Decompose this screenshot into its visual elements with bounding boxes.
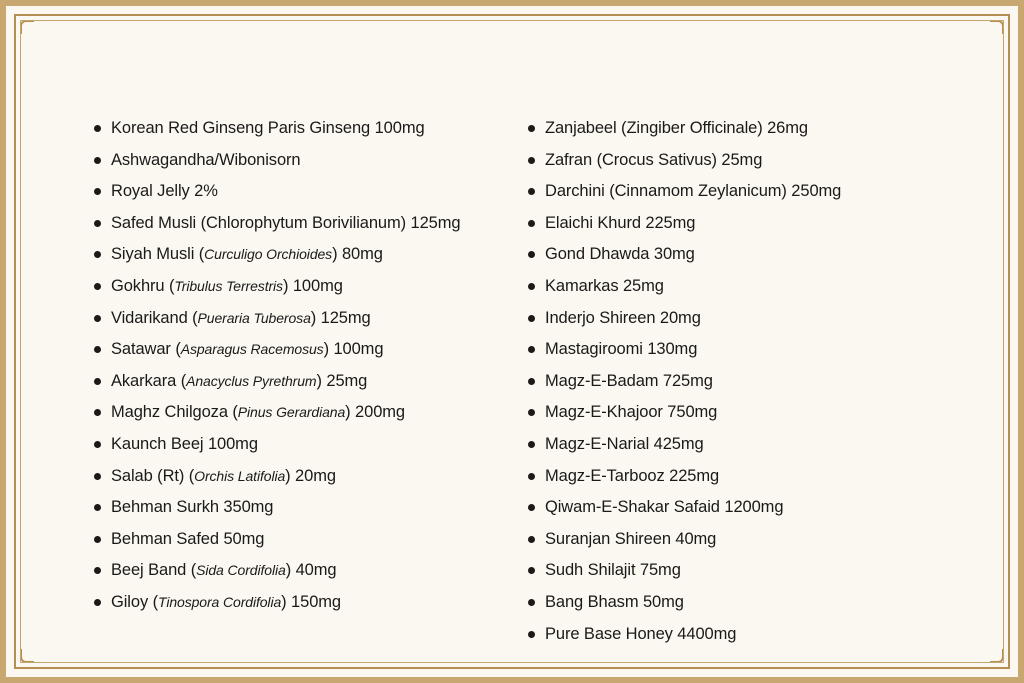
ingredient-item <box>528 176 841 208</box>
bullet-icon <box>528 536 535 543</box>
bullet-icon <box>528 251 535 258</box>
ingredient-item <box>528 271 841 303</box>
ingredient-text: Qiwam-E-Shakar Safaid 1200mg <box>545 498 784 517</box>
ingredient-item <box>94 334 460 366</box>
bullet-icon <box>94 473 101 480</box>
ingredient-dose: ) 25mg <box>316 371 368 390</box>
ingredient-item <box>94 492 460 524</box>
ingredient-item <box>94 397 460 429</box>
ingredient-text: Mastagiroomi 130mg <box>545 340 698 359</box>
bullet-icon <box>528 504 535 511</box>
bullet-icon <box>94 315 101 322</box>
ingredient-dose: ) 150mg <box>281 592 341 611</box>
ingredient-item <box>528 334 841 366</box>
ingredient-dose: ) 40mg <box>285 561 337 580</box>
ingredient-item <box>528 239 841 271</box>
bullet-icon <box>94 567 101 574</box>
ingredient-text: Behman Safed 50mg <box>111 529 265 548</box>
ingredient-item <box>94 429 460 461</box>
bullet-icon <box>528 125 535 132</box>
ingredient-item <box>94 524 460 556</box>
ingredient-botanical-name: Anacyclus Pyrethrum <box>186 372 317 389</box>
ingredient-text: Bang Bhasm 50mg <box>545 592 684 611</box>
ingredient-item <box>94 366 460 398</box>
ingredient-text: Suranjan Shireen 40mg <box>545 529 717 548</box>
ingredient-text: Akarkara ( <box>111 371 187 390</box>
ingredient-text: Darchini (Cinnamom Zeylanicum) 250mg <box>545 182 842 201</box>
ingredient-dose: ) 125mg <box>310 308 371 327</box>
ingredient-botanical-name: Asparagus Racemosus <box>180 341 324 358</box>
ingredient-botanical-name: Tinospora Cordifolia <box>157 593 282 610</box>
bullet-icon <box>94 441 101 448</box>
ingredient-item <box>528 555 841 587</box>
ingredient-botanical-name: Pinus Gerardiana <box>237 404 346 421</box>
ingredient-item <box>528 397 841 429</box>
ingredient-dose: ) 100mg <box>323 340 384 359</box>
ingredient-text: Beej Band ( <box>111 561 197 580</box>
ingredient-item <box>528 366 841 398</box>
ingredient-dose: ) 100mg <box>282 276 343 295</box>
bullet-icon <box>528 378 535 385</box>
ingredient-text: Inderjo Shireen 20mg <box>545 308 701 327</box>
bullet-icon <box>94 251 101 258</box>
ingredient-list-right <box>528 113 841 650</box>
ingredient-text: Elaichi Khurd 225mg <box>545 213 696 232</box>
ingredient-text: Zafran (Crocus Sativus) 25mg <box>545 150 763 169</box>
ingredient-item <box>528 492 841 524</box>
ingredient-text: Royal Jelly 2% <box>111 182 218 201</box>
ingredient-item <box>528 524 841 556</box>
bullet-icon <box>528 283 535 290</box>
ingredient-text: Salab (Rt) ( <box>111 466 195 485</box>
ingredient-text: Gond Dhawda 30mg <box>545 245 695 264</box>
ingredient-text: Magz-E-Tarbooz 225mg <box>545 466 720 485</box>
bullet-icon <box>528 441 535 448</box>
bullet-icon <box>528 220 535 227</box>
ingredient-text: Maghz Chilgoza ( <box>111 403 238 422</box>
ingredient-botanical-name: Orchis Latifolia <box>194 467 286 484</box>
ingredient-text: Gokhru ( <box>111 276 175 295</box>
bullet-icon <box>528 346 535 353</box>
bullet-icon <box>94 409 101 416</box>
ingredient-botanical-name: Curculigo Orchioides <box>204 246 333 263</box>
bullet-icon <box>528 599 535 606</box>
ingredient-text: Pure Base Honey 4400mg <box>545 624 737 643</box>
ingredient-dose: ) 200mg <box>345 403 405 422</box>
bullet-icon <box>94 188 101 195</box>
ingredient-item <box>528 461 841 493</box>
ingredient-item <box>528 587 841 619</box>
ingredient-botanical-name: Tribulus Terrestris <box>174 277 283 294</box>
ingredient-botanical-name: Pueraria Tuberosa <box>197 309 311 326</box>
ingredient-text: Magz-E-Khajoor 750mg <box>545 403 718 422</box>
ingredient-item <box>528 113 841 145</box>
ingredient-dose: ) 20mg <box>285 466 336 485</box>
ingredient-item <box>528 429 841 461</box>
bullet-icon <box>94 283 101 290</box>
ingredient-text: Satawar ( <box>111 340 181 359</box>
ingredient-item <box>94 271 460 303</box>
ingredient-item <box>94 239 460 271</box>
ingredient-text: Siyah Musli ( <box>111 245 205 264</box>
ingredient-item <box>528 619 841 651</box>
bullet-icon <box>528 409 535 416</box>
ingredient-dose: ) 80mg <box>332 245 383 264</box>
bullet-icon <box>94 504 101 511</box>
bullet-icon <box>94 599 101 606</box>
ingredient-text: Kamarkas 25mg <box>545 276 664 295</box>
ingredient-item <box>94 145 460 177</box>
ingredient-botanical-name: Sida Cordifolia <box>196 562 286 579</box>
bullet-icon <box>528 157 535 164</box>
bullet-icon <box>528 188 535 195</box>
bullet-icon <box>528 567 535 574</box>
ingredient-text: Vidarikand ( <box>111 308 198 327</box>
ingredient-item <box>528 208 841 240</box>
ingredient-item <box>94 208 460 240</box>
ingredient-list-left <box>94 113 460 619</box>
ingredient-text: Safed Musli (Chlorophytum Borivilianum) 125mg <box>111 213 461 232</box>
ingredient-text: Sudh Shilajit 75mg <box>545 561 681 580</box>
bullet-icon <box>528 473 535 480</box>
ingredient-item <box>94 113 460 145</box>
ingredient-text: Giloy ( <box>111 592 158 611</box>
ingredient-text: Zanjabeel (Zingiber Officinale) 26mg <box>545 119 808 137</box>
ingredient-item <box>94 303 460 335</box>
ingredient-text: Magz-E-Badam 725mg <box>545 371 713 390</box>
ingredient-item <box>94 587 460 619</box>
ingredient-item <box>94 461 460 493</box>
ingredient-text: Magz-E-Narial 425mg <box>545 434 704 453</box>
bullet-icon <box>528 631 535 638</box>
bullet-icon <box>94 125 101 132</box>
ingredient-text: Behman Surkh 350mg <box>111 498 274 517</box>
bullet-icon <box>528 315 535 322</box>
ingredient-item <box>94 555 460 587</box>
bullet-icon <box>94 346 101 353</box>
bullet-icon <box>94 378 101 385</box>
bullet-icon <box>94 157 101 164</box>
ingredient-item <box>94 176 460 208</box>
ingredient-item <box>528 303 841 335</box>
ingredient-text: Korean Red Ginseng Paris Ginseng 100mg <box>111 119 425 137</box>
bullet-icon <box>94 536 101 543</box>
ingredient-item <box>528 145 841 177</box>
bullet-icon <box>94 220 101 227</box>
ingredient-text: Ashwagandha/Wibonisorn <box>111 150 301 169</box>
ingredient-text: Kaunch Beej 100mg <box>111 434 258 453</box>
